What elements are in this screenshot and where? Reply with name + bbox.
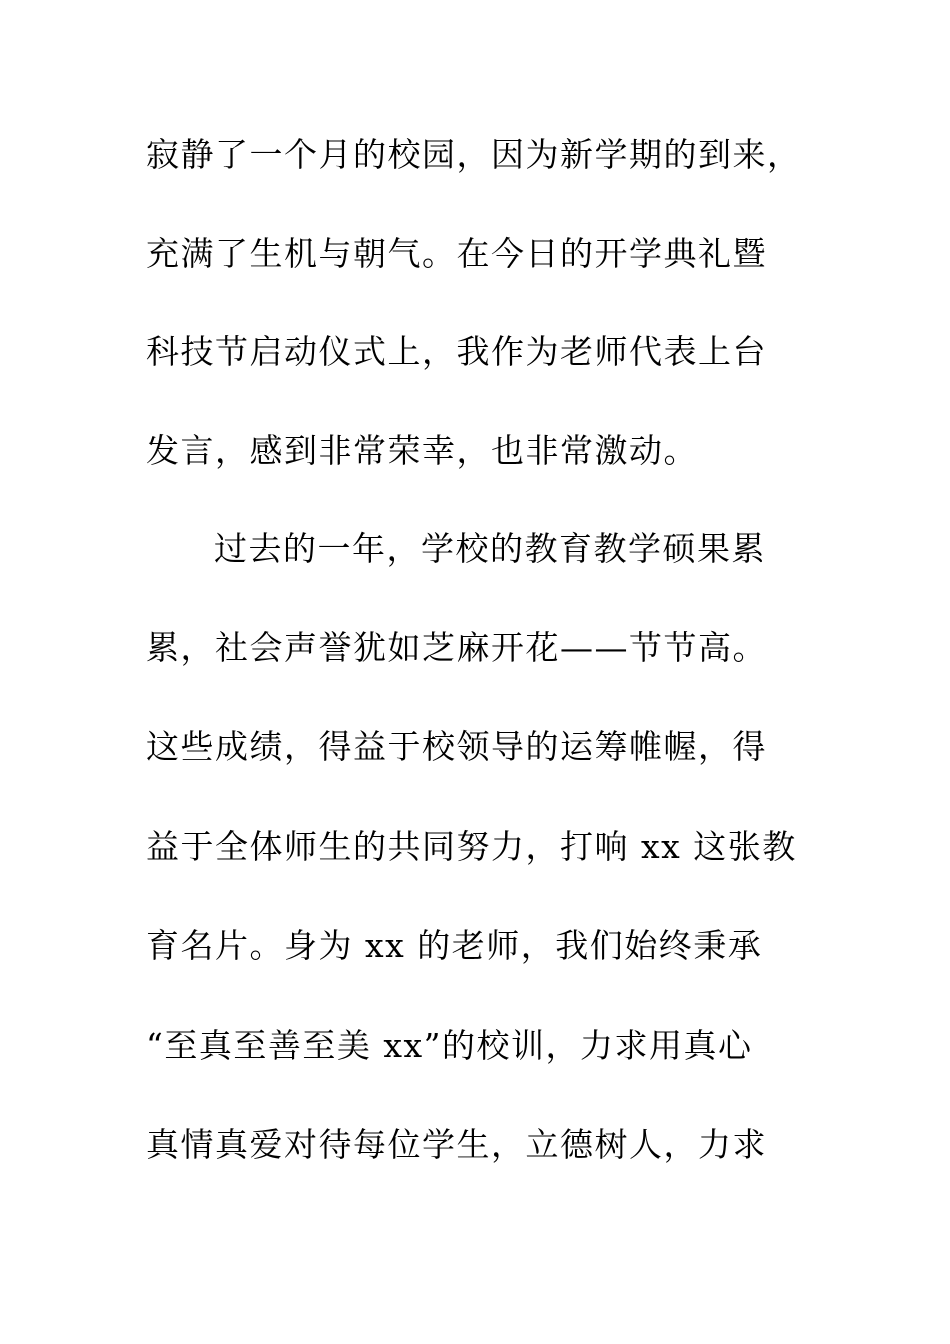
text-line-7: 这些成绩，得益于校领导的运筹帷幄，得	[146, 727, 767, 766]
text-line-11: 真情真爱对待每位学生，立德树人，力求	[146, 1125, 767, 1164]
text-line-4: 发言，感到非常荣幸，也非常激动。	[146, 431, 698, 470]
text-line-5: 过去的一年，学校的教育教学硕果累	[214, 529, 766, 568]
text-line-3: 科技节启动仪式上，我作为老师代表上台	[146, 332, 767, 371]
text-line-2: 充满了生机与朝气。在今日的开学典礼暨	[146, 234, 767, 273]
text-line-1: 寂静了一个月的校园，因为新学期的到来，	[146, 135, 802, 174]
text-line-10: “至真至善至美 xx”的校训，力求用真心	[146, 1026, 753, 1065]
text-line-8: 益于全体师生的共同努力，打响 xx 这张教	[146, 827, 797, 866]
text-line-6: 累，社会声誉犹如芝麻开花——节节高。	[146, 628, 767, 667]
text-line-9: 育名片。身为 xx 的老师，我们始终秉承	[146, 926, 763, 965]
